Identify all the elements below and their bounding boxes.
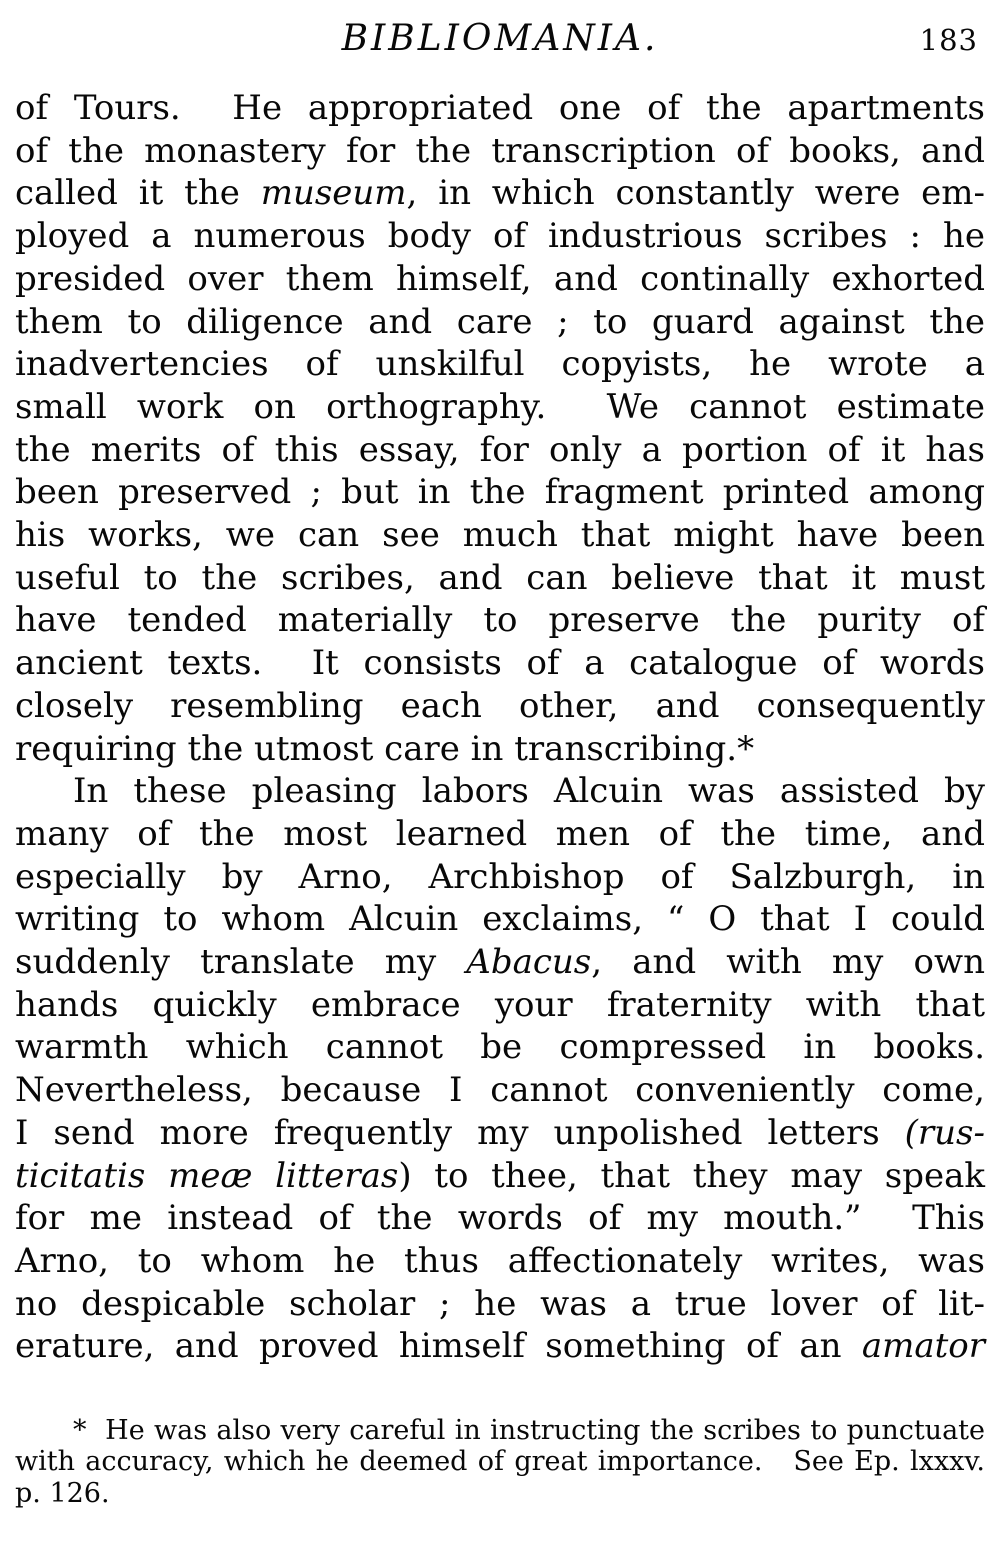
- italic-term: amator: [861, 1326, 985, 1367]
- text-line: [15, 1155, 985, 1198]
- text-line: of Tours. He appropriated one of the apartments: [15, 88, 985, 128]
- text-line: Nevertheless, because I cannot conveniently come,: [15, 1070, 985, 1111]
- text-line: requiring the utmost care in transcribing.*: [15, 728, 755, 769]
- text-line: ancient texts. It consists of a catalogue of words: [15, 643, 985, 684]
- text-line: closely resembling each other, and consequently: [15, 685, 985, 726]
- running-title: BIBLIOMANIA.: [341, 18, 659, 59]
- italic-term: museum: [260, 173, 407, 214]
- text-segment: called it the: [15, 173, 261, 214]
- body-text: [15, 87, 985, 1368]
- footnote-line: * He was also very careful in instructing the scribes to punctuate: [73, 1415, 985, 1446]
- text-line: been preserved ; but in the fragment printed among: [15, 472, 985, 513]
- text-line: [15, 1112, 985, 1155]
- text-line: the merits of this essay, for only a portion of it has: [15, 429, 985, 470]
- text-line: hands quickly embrace your fraternity with that: [15, 984, 985, 1025]
- text-segment: ) to thee, that they may speak: [398, 1155, 985, 1196]
- italic-term: ticitatis meæ litteras: [15, 1155, 399, 1196]
- text-line: many of the most learned men of the time, and: [15, 813, 985, 854]
- text-line: writing to whom Alcuin exclaims, “ O that I could: [15, 899, 985, 940]
- text-line: useful to the scribes, and can believe that it must: [15, 557, 985, 598]
- text-line: ployed a numerous body of industrious scribes : he: [15, 216, 985, 257]
- text-line: Arno, to whom he thus affectionately writes, was: [15, 1240, 985, 1281]
- text-line: small work on orthography. We cannot estimate: [15, 386, 985, 427]
- footnote: [15, 1415, 985, 1509]
- text-line: especially by Arno, Archbishop of Salzburgh, in: [15, 856, 985, 897]
- italic-term: (rus-: [904, 1112, 985, 1153]
- text-line: his works, we can see much that might have been: [15, 515, 985, 556]
- text-segment: I send more frequently my unpolished letters: [15, 1112, 905, 1153]
- text-line: In these pleasing labors Alcuin was assisted by: [73, 771, 985, 812]
- text-line: inadvertencies of unskilful copyists, he wrote a: [15, 344, 985, 385]
- footnote-line: p. 126.: [15, 1477, 110, 1509]
- text-line: of the monastery for the transcription of books, and: [15, 130, 985, 171]
- text-segment: , and with my own: [591, 942, 985, 983]
- text-line: presided over them himself, and continally exhorted: [15, 258, 985, 299]
- text-line: have tended materially to preserve the purity of: [15, 600, 985, 641]
- text-segment: erature, and proved himself something of an: [15, 1326, 862, 1367]
- footnote-line: with accuracy, which he deemed of great importance. See Ep. lxxxv.: [15, 1446, 985, 1478]
- text-line: [15, 1325, 985, 1368]
- text-line: [15, 941, 985, 984]
- text-line: them to diligence and care ; to guard against the: [15, 301, 985, 342]
- text-line: for me instead of the words of my mouth.” This: [15, 1198, 985, 1239]
- text-segment: suddenly translate my: [15, 942, 467, 983]
- text-line: no despicable scholar ; he was a true lover of lit-: [15, 1283, 985, 1324]
- page-number: 183: [919, 23, 978, 57]
- italic-term: Abacus: [466, 942, 592, 983]
- text-line: warmth which cannot be compressed in books.: [15, 1027, 985, 1068]
- text-segment: , in which constantly were em-: [406, 173, 986, 214]
- text-line: [15, 172, 985, 215]
